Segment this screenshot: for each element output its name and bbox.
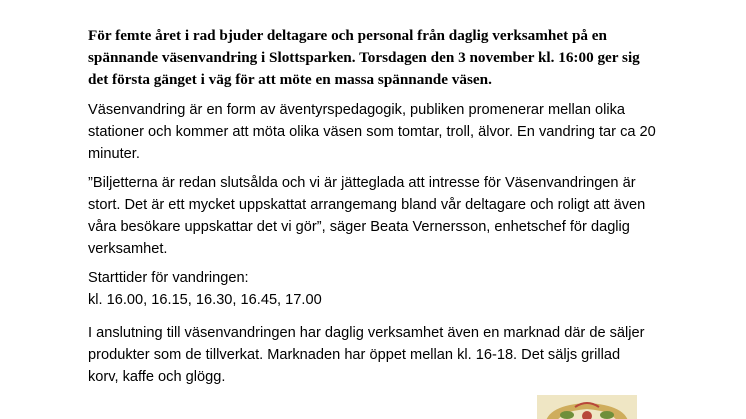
paragraph-line: verksamhet.: [88, 241, 168, 257]
logo-emblem-icon: [537, 395, 637, 419]
lead-paragraph: [88, 25, 668, 91]
paragraph-line: våra besökare uppskattar det vi gör”, säger Beata Vernersson, enhetschef för daglig: [88, 219, 630, 235]
logo: [537, 395, 637, 419]
market-paragraph: [88, 322, 678, 388]
logo-leaf: [600, 411, 614, 419]
quote-paragraph: [88, 172, 678, 260]
paragraph-line: stationer och kommer att möta olika väsen som tomtar, troll, älvor. En vandring tar ca 20: [88, 124, 656, 140]
start-times-list: kl. 16.00, 16.15, 16.30, 16.45, 17.00: [88, 292, 322, 308]
paragraph-line: I anslutning till väsenvandringen har daglig verksamhet även en marknad där de säljer: [88, 325, 645, 341]
paragraph-line: stort. Det är ett mycket uppskattat arrangemang bland vår deltagare och roligt att även: [88, 197, 646, 213]
lead-line: För femte året i rad bjuder deltagare och personal från daglig verksamhet på en: [88, 27, 607, 44]
lead-line: det första gänget i väg för att möte en massa spännande väsen.: [88, 71, 492, 88]
description-paragraph: [88, 99, 678, 165]
paragraph-line: ”Biljetterna är redan slutsålda och vi är jätteglada att intresse för Väsenvandringen är: [88, 175, 636, 191]
paragraph-line: korv, kaffe och glögg.: [88, 369, 226, 385]
start-times-paragraph: [88, 267, 678, 311]
paragraph-line: minuter.: [88, 146, 140, 162]
start-times-heading: Starttider för vandringen:: [88, 270, 249, 286]
logo-leaf: [560, 411, 574, 419]
lead-line: spännande väsenvandring i Slottsparken. Torsdagen den 3 november kl. 16:00 ger sig: [88, 49, 640, 66]
paragraph-line: Väsenvandring är en form av äventyrspedagogik, publiken promenerar mellan olika: [88, 102, 626, 118]
paragraph-line: produkter som de tillverkat. Marknaden har öppet mellan kl. 16-18. Det säljs grillad: [88, 347, 621, 363]
